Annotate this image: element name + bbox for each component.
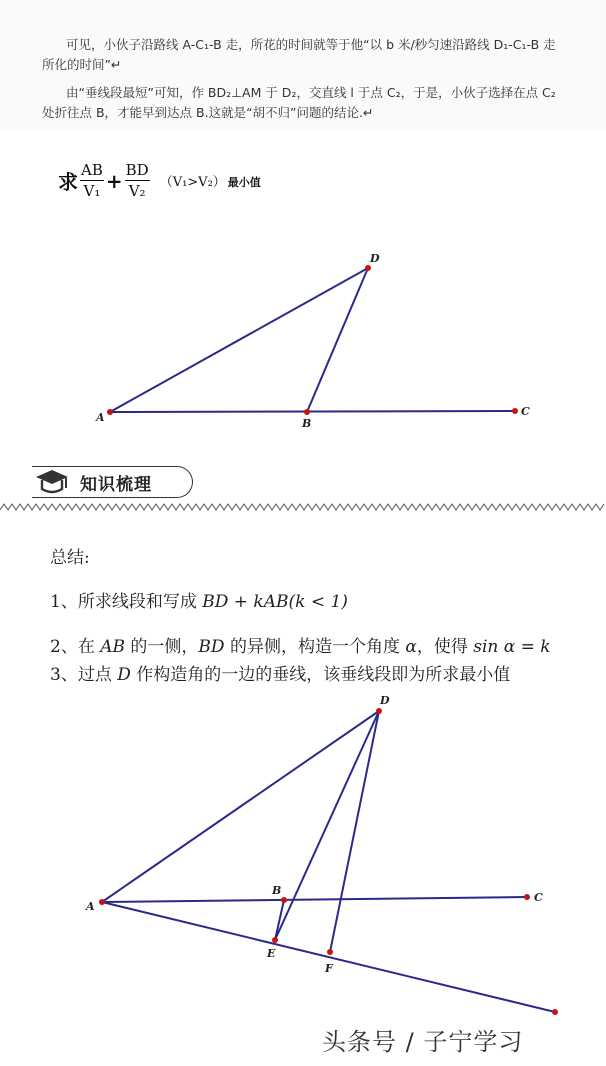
line-be <box>275 900 284 940</box>
label-e: E <box>267 947 276 960</box>
item2-mid1: 的一侧， <box>125 637 199 657</box>
label-f: F <box>325 962 333 975</box>
formula-plus: + <box>105 168 123 193</box>
zigzag-divider <box>0 502 606 512</box>
item2-alpha: α <box>405 637 417 657</box>
intro-para1-line1: 可见，小伙子沿路线 A-C₁-B 走，所花的时间就等于他“以 b 米/秒匀速沿路线 D₁-C₁-B 走 <box>66 37 556 52</box>
line-ad <box>102 711 379 902</box>
point-b <box>281 897 287 903</box>
point-end <box>552 1009 558 1015</box>
line-bd <box>307 268 368 412</box>
intro-para1-line2: 所化的时间”↵ <box>42 57 122 72</box>
section-title: 知识梳理 <box>80 474 152 495</box>
fraction-bd-v2 <box>125 160 150 201</box>
summary-heading: 总结: <box>50 548 90 568</box>
intro-para2-line1: 由“垂线段最短”可知，作 BD₂⊥AM 于 D₂，交直线 l 于点 C₂，于是，小伙子选择在点 C₂ <box>66 85 556 100</box>
summary-item-1 <box>50 587 348 612</box>
item2-formula: sin α = k <box>473 637 551 657</box>
formula-prefix: 求 <box>58 170 78 194</box>
fraction1-denominator: V₁ <box>83 182 101 200</box>
label-c: C <box>521 405 530 418</box>
point-e <box>272 937 278 943</box>
item1-prefix: 1、所求线段和写成 <box>50 592 203 612</box>
item2-ab: AB <box>100 637 126 657</box>
point-b <box>304 409 310 415</box>
label-b: B <box>302 417 312 430</box>
item1-formula: BD + kAB(k < 1) <box>202 592 348 612</box>
label-d: D <box>380 694 390 707</box>
point-c <box>512 408 518 414</box>
label-a: A <box>96 411 105 424</box>
label-c: C <box>534 891 543 904</box>
fraction2-numerator: BD <box>125 161 149 179</box>
item2-prefix: 2、在 <box>50 637 101 657</box>
item3-d: D <box>117 665 131 685</box>
point-c <box>524 894 530 900</box>
line-de <box>275 711 379 940</box>
watermark: 头条号 / 子宁学习 <box>322 1028 524 1056</box>
item3-prefix: 3、过点 <box>50 665 118 685</box>
formula-suffix: 最小值 <box>227 176 261 189</box>
point-a <box>107 409 113 415</box>
point-d <box>365 265 371 271</box>
label-a: A <box>86 900 95 913</box>
fraction1-numerator: AB <box>81 161 103 179</box>
item2-mid2: 的异侧，构造一个角度 <box>224 637 406 657</box>
label-d: D <box>370 252 380 265</box>
formula-condition <box>160 171 261 190</box>
section-header <box>32 466 193 498</box>
line-ad <box>110 268 368 412</box>
item2-mid3: ，使得 <box>416 637 474 657</box>
item2-bd: BD <box>198 637 225 657</box>
item3-rest: 作构造角的一边的垂线，该垂线段即为所求最小值 <box>130 665 511 685</box>
point-f <box>327 949 333 955</box>
line-ac <box>110 411 515 412</box>
label-b: B <box>272 884 282 897</box>
fraction-ab-v1 <box>80 160 104 201</box>
line-angle-side <box>102 902 555 1012</box>
line-ac <box>102 897 527 902</box>
line-df <box>330 711 379 952</box>
point-a <box>99 899 105 905</box>
point-d <box>376 708 382 714</box>
summary-item-3 <box>50 660 510 685</box>
summary-item-2 <box>50 632 551 657</box>
formula <box>58 160 261 201</box>
diagram-construction <box>0 690 606 1030</box>
fraction2-denominator: V₂ <box>128 182 146 200</box>
diagram-triangle-abd <box>0 240 606 440</box>
intro-para2-line2: 处折往点 B，才能早到达点 B.这就是“胡不归”问题的结论.↵ <box>42 105 374 120</box>
condition-text: （V₁>V₂） <box>159 175 226 190</box>
